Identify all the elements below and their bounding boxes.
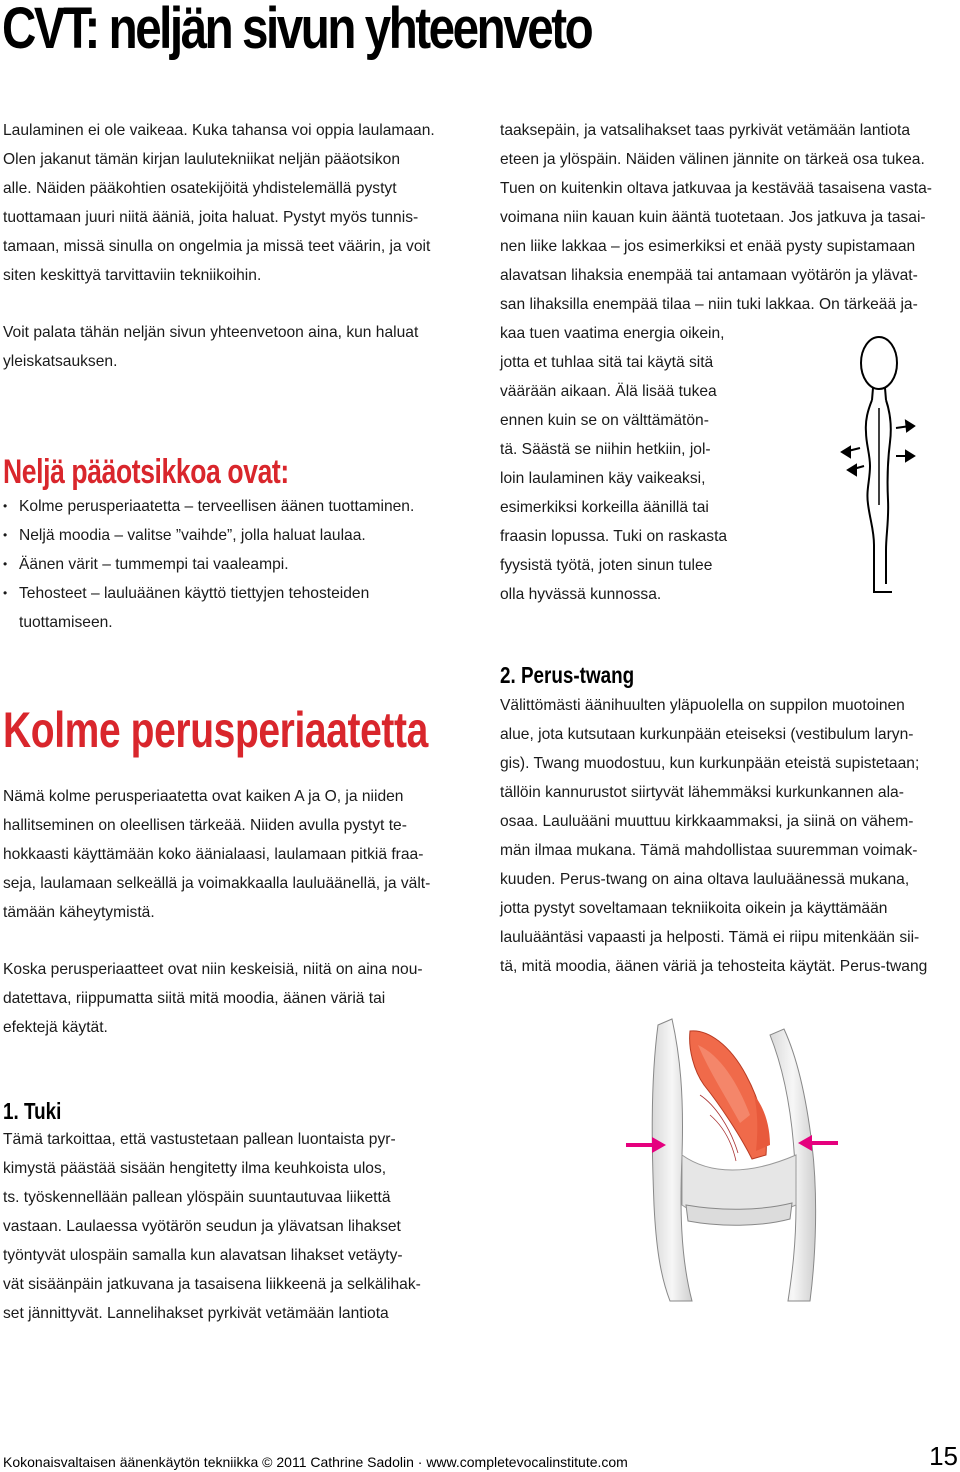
body-line: kaa tuen vaatima energia oikein, bbox=[500, 325, 725, 342]
body-line: vastaan. Laulaessa vyötärön seudun ja ylävatsan lihakset bbox=[3, 1218, 401, 1235]
twang-section bbox=[500, 660, 960, 981]
body-line: työntyvät ulospäin samalla kun alavatsan lihakset vetäyty- bbox=[3, 1247, 403, 1264]
tuki-section bbox=[3, 1096, 463, 1328]
body-line: ts. työskennellään pallean ylöspäin suuntautuvaa liikettä bbox=[3, 1189, 391, 1206]
body-line: san lihaksilla enempää tilaa – niin tuki lakkaa. On tärkeää ja- bbox=[500, 296, 918, 313]
head-shape bbox=[861, 337, 897, 389]
body-line: seja, laulamaan selkeällä ja voimakkaalla lauluäänellä, ja vält- bbox=[3, 875, 431, 892]
list-item: • Tehosteet – lauluäänen käyttö tiettyjen tehosteiden bbox=[3, 579, 463, 608]
main-headings-heading: Neljä pääotsikkoa ovat: bbox=[3, 453, 289, 491]
body-line: tä, mitä moodia, äänen väriä ja tehosteita käytät. Perus-twang bbox=[500, 958, 928, 975]
intro-line: Voit palata tähän neljän sivun yhteenvetoon aina, kun haluat bbox=[3, 324, 419, 341]
body-line: hokkaasti käyttämään koko äänialaasi, laulamaan pitkiä fraa- bbox=[3, 846, 424, 863]
body-line: voimana niin kauan kuin ääntä tuotetaan. Jos jatkuva ja tasai- bbox=[500, 209, 926, 226]
intro-line: Laulaminen ei ole vaikeaa. Kuka tahansa voi oppia laulamaan. bbox=[3, 122, 435, 139]
larynx-illustration bbox=[620, 1005, 850, 1305]
body-line: hallitseminen on oleellisen tärkeää. Niiden avulla pystyt te- bbox=[3, 817, 407, 834]
body-line: tä. Säästä se niihin hetkiin, jol- bbox=[500, 441, 711, 458]
list-item: • Äänen värit – tummempi tai vaaleampi. bbox=[3, 550, 463, 579]
main-headings-section bbox=[3, 452, 463, 637]
body-line: lauluääntäsi vapaasti ja helposti. Tämä ei riipu mitenkään sii- bbox=[500, 929, 920, 946]
body-support-illustration bbox=[830, 330, 930, 608]
body-line: efektejä käytät. bbox=[3, 1019, 108, 1036]
body-line: Välittömästi äänihuulten yläpuolella on suppilon muotoinen bbox=[500, 697, 905, 714]
body-line: set jännittyvät. Lannelihakset pyrkivät vetämään lantiota bbox=[3, 1305, 389, 1322]
body-line: vät sisäänpäin jatkuvana ja tasaisena liikkeenä ja selkälihak- bbox=[3, 1276, 421, 1293]
tuki-heading: 1. Tuki bbox=[3, 1098, 62, 1124]
body-line: datettava, riippumatta siitä mitä moodia, äänen väriä tai bbox=[3, 990, 386, 1007]
main-headings-list bbox=[3, 492, 463, 608]
body-line: kuuden. Perus-twang on aina oltava lauluäänessä mukana, bbox=[500, 871, 910, 888]
body-line: gis). Twang muodostuu, kun kurkunpään eteistä supistetaan; bbox=[500, 755, 920, 772]
body-line: Tämä tarkoittaa, että vastustetaan pallean luontaista pyr- bbox=[3, 1131, 396, 1148]
body-line: kimystä päästää sisään hengitetty ilma keuhkoista ulos, bbox=[3, 1160, 387, 1177]
page-number: 15 bbox=[929, 1441, 958, 1471]
body-line: tämään käheytymistä. bbox=[3, 904, 155, 921]
list-item: • Kolme perusperiaatetta – terveellisen äänen tuottaminen. bbox=[3, 492, 463, 521]
body-line: esimerkiksi korkeilla äänillä tai bbox=[500, 499, 709, 516]
body-line: alue, jota kutsutaan kurkunpään eteiseksi (vestibulum laryn- bbox=[500, 726, 914, 743]
body-line: eteen ja ylöspäin. Näiden välinen jännite on tärkeä osa tukea. bbox=[500, 151, 925, 168]
principles-paragraph-2 bbox=[3, 955, 463, 1042]
body-line: väärään aikaan. Älä lisää tukea bbox=[500, 383, 717, 400]
body-line: Koska perusperiaatteet ovat niin keskeisiä, niitä on aina nou- bbox=[3, 961, 423, 978]
intro-paragraph-2 bbox=[3, 318, 463, 376]
body-line: Nämä kolme perusperiaatetta ovat kaiken A ja O, ja niiden bbox=[3, 788, 404, 805]
intro-line: siten keskittyä tarvittaviin tekniikoihin. bbox=[3, 267, 262, 284]
page-title: CVT: neljän sivun yhteenveto bbox=[2, 0, 592, 61]
principles-heading: Kolme perusperiaatetta bbox=[3, 702, 428, 758]
intro-section bbox=[3, 116, 463, 290]
intro-line: Olen jakanut tämän kirjan laulutekniikat neljän pääotsikon bbox=[3, 151, 401, 168]
footer: Kokonaisvaltaisen äänenkäytön tekniikka © 2011 Cathrine Sadolin · www.completevocalinstitute.com bbox=[3, 1454, 628, 1470]
body-line: nen liike lakkaa – jos esimerkiksi et enää pysty supistamaan bbox=[500, 238, 916, 255]
body-back-outline bbox=[886, 400, 891, 584]
body-line: Tuen on kuitenkin oltava jatkuvaa ja kestävää tasaisena vasta- bbox=[500, 180, 932, 197]
intro-line: tamaan, missä sinulla on ongelmia ja missä teet väärin, ja voit bbox=[3, 238, 431, 255]
intro-line: alle. Näiden pääkohtien osatekijöitä yhdistelemällä pystyt bbox=[3, 180, 397, 197]
intro-line: yleiskatsauksen. bbox=[3, 353, 118, 370]
body-line: jotta et tuhlaa sitä tai käytä sitä bbox=[500, 354, 714, 371]
principles-paragraph-1 bbox=[3, 782, 463, 927]
list-item: • Neljä moodia – valitse ”vaihde”, jolla haluat laulaa. bbox=[3, 521, 463, 550]
body-line: taaksepäin, ja vatsalihakset taas pyrkivät vetämään lantiota bbox=[500, 122, 910, 139]
intro-line: tuottamaan juuri niitä ääniä, joita haluat. Pystyt myös tunnis- bbox=[3, 209, 419, 226]
body-line: olla hyvässä kunnossa. bbox=[500, 586, 662, 603]
body-line: fyysistä työtä, joten sinun tulee bbox=[500, 557, 713, 574]
body-line: män ilmaa mukana. Tämä mahdollistaa suuremman voimak- bbox=[500, 842, 918, 859]
twang-heading: 2. Perus-twang bbox=[500, 662, 635, 688]
body-line: osaa. Lauluääni muuttuu kirkkaammaksi, ja siinä on vähem- bbox=[500, 813, 914, 830]
body-line: alavatsan lihaksia enempää tai antamaan vyötärön ja ylävat- bbox=[500, 267, 918, 284]
body-line: loin laulaminen käy vaikeaksi, bbox=[500, 470, 706, 487]
list-item-continuation: tuottamiseen. bbox=[19, 614, 113, 631]
support-arrows bbox=[842, 421, 914, 475]
body-line: jotta pystyt soveltamaan tekniikoita oikein ja käyttämään bbox=[500, 900, 888, 917]
body-line: ennen kuin se on välttämätön- bbox=[500, 412, 709, 429]
principles-section bbox=[3, 700, 463, 760]
body-line: tällöin kannurustot siirtyvät lähemmäksi kurkunkannen ala- bbox=[500, 784, 904, 801]
body-line: fraasin lopussa. Tuki on raskasta bbox=[500, 528, 728, 545]
